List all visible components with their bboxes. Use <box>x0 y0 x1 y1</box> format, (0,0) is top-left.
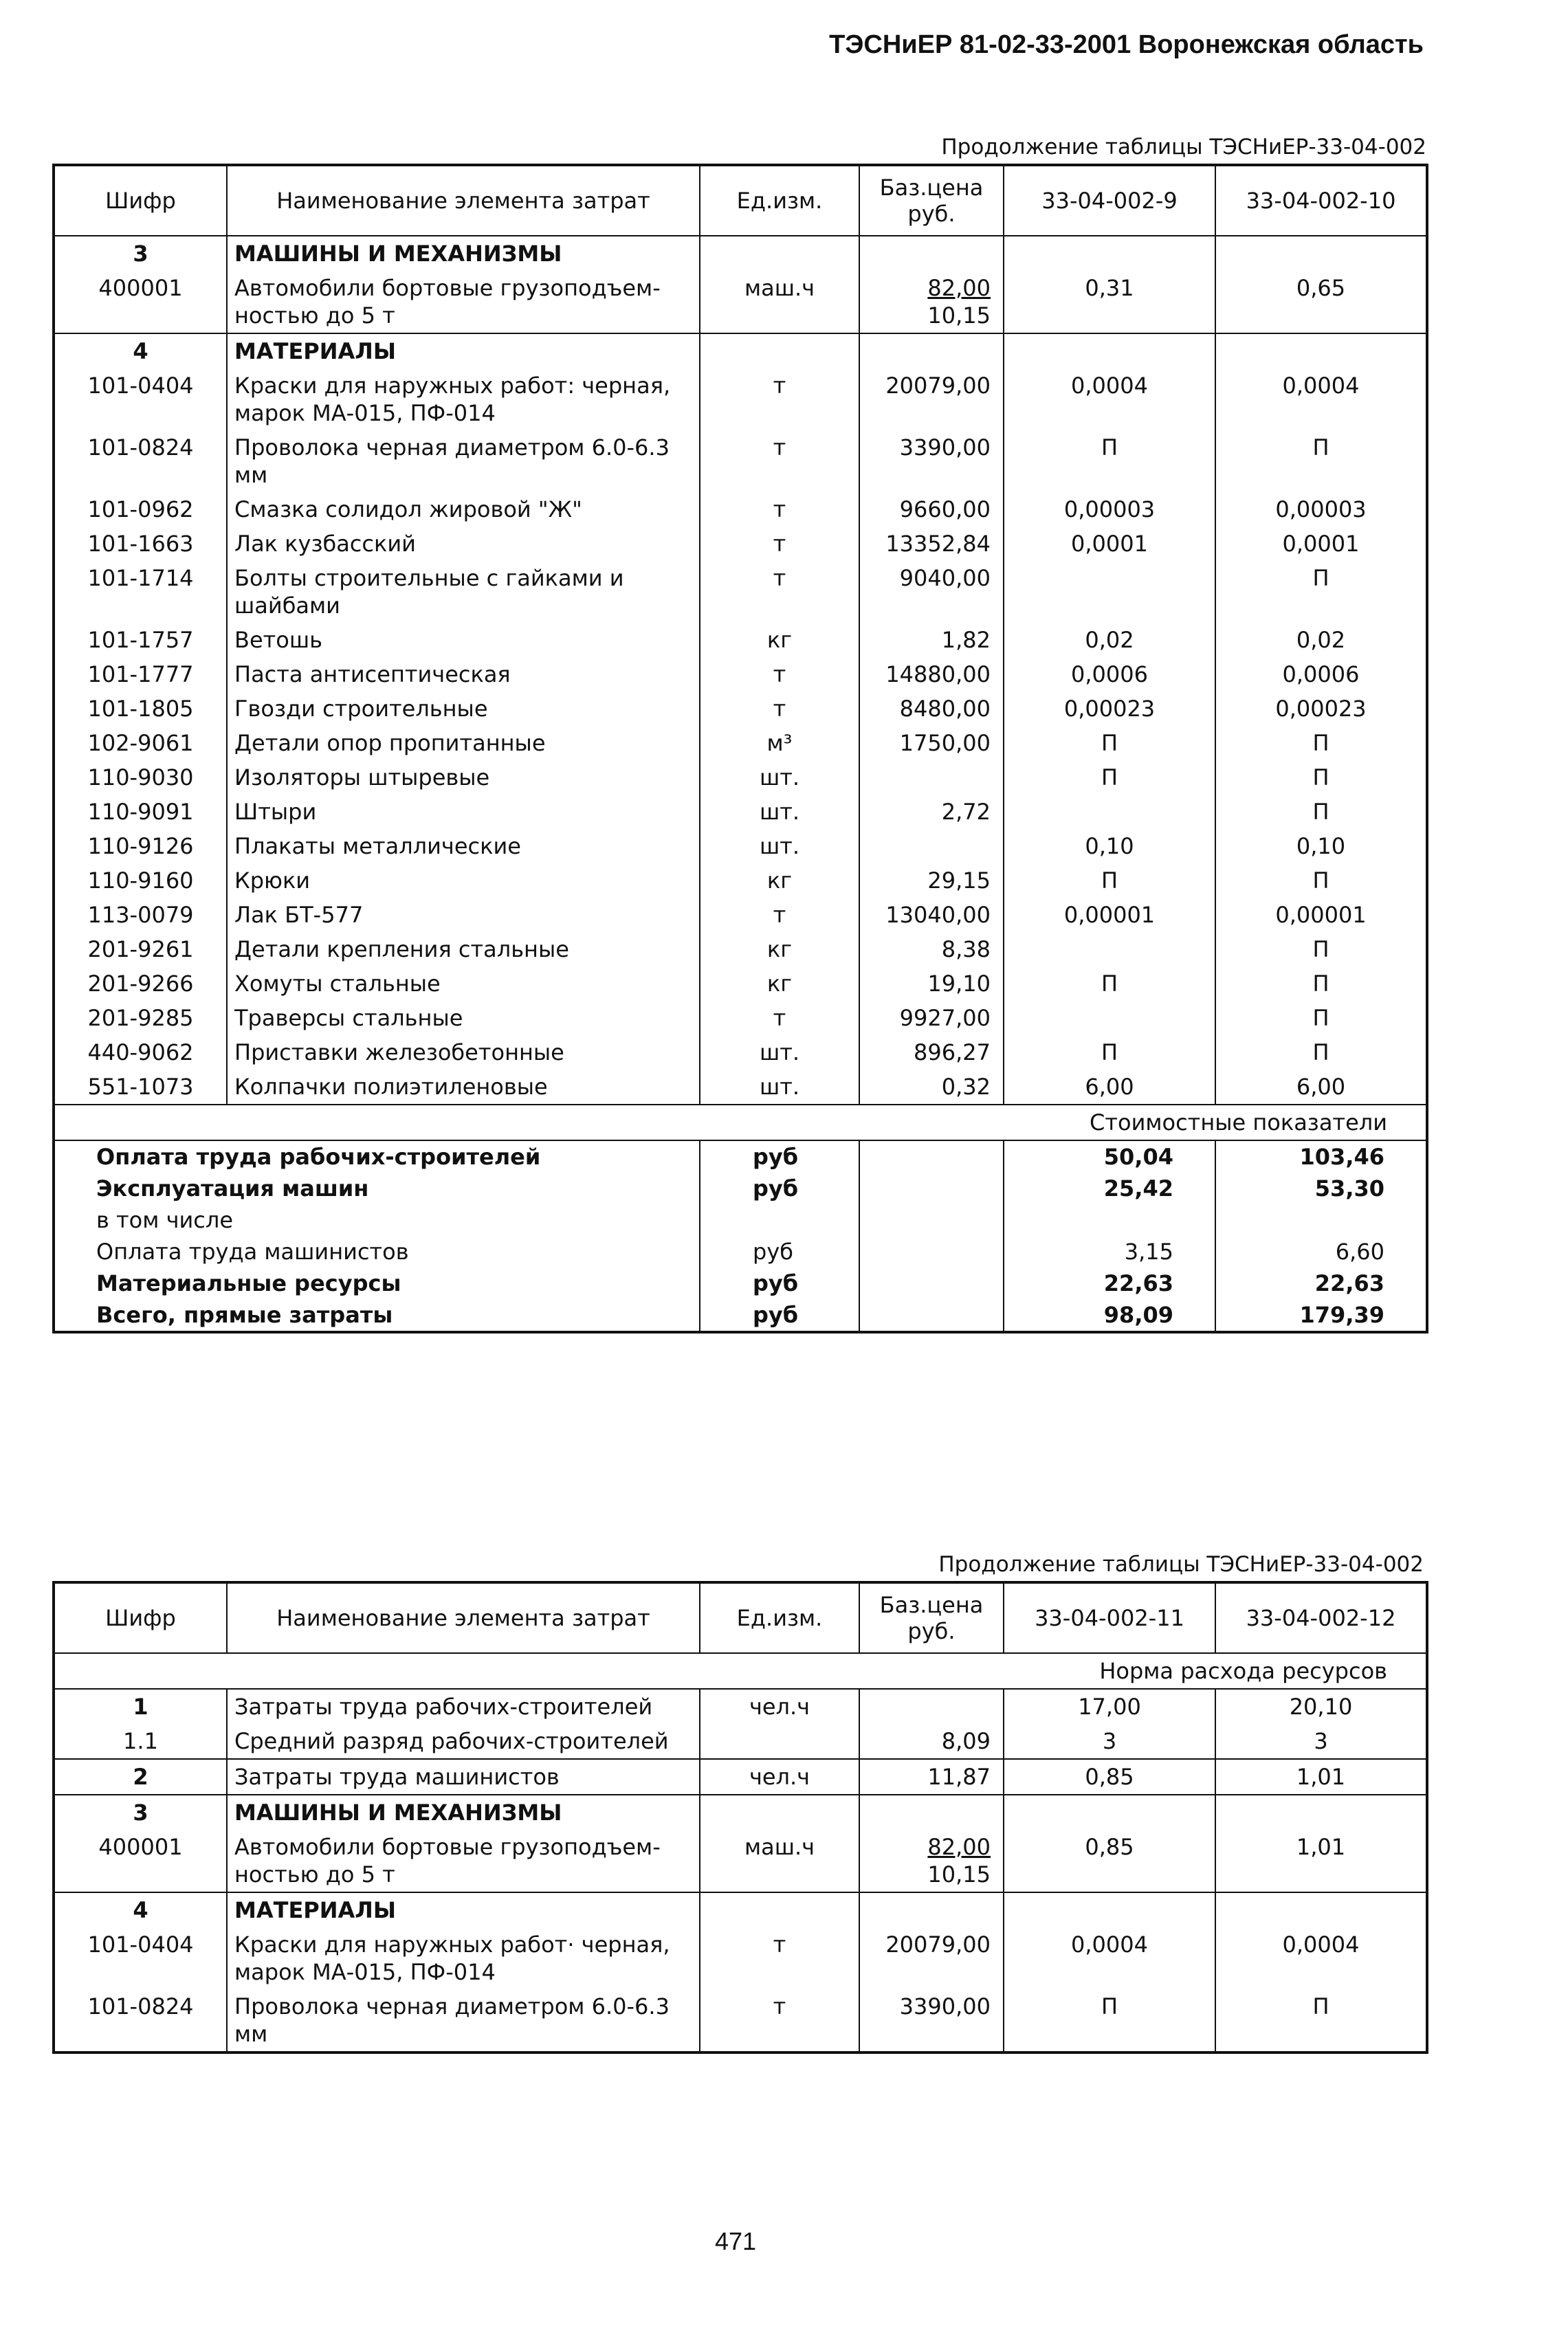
row-name: Штыри <box>227 795 700 829</box>
row-name: Лак кузбасский <box>227 527 700 561</box>
row-value-2: 0,65 <box>1215 271 1427 333</box>
row-unit: шт. <box>700 1035 859 1070</box>
header-code: Шифр <box>54 165 227 236</box>
row-value-2: П <box>1215 966 1427 1001</box>
row-price: 82,00 10,15 <box>859 271 1004 333</box>
row-code: 101-0824 <box>54 1989 227 2052</box>
total-label: в том числе <box>54 1204 700 1236</box>
table-row: 2 Затраты труда машинистов чел.ч 11,87 0,85 1,01 <box>54 1759 1427 1795</box>
row-code: 201-9285 <box>54 1001 227 1035</box>
row-code: 440-9062 <box>54 1035 227 1070</box>
row-value-1 <box>1004 795 1215 829</box>
row-name: Автомобили бортовые грузоподъем- ностью до 5 т <box>227 271 700 333</box>
row-value-2: П <box>1215 561 1427 623</box>
row-code: 113-0079 <box>54 898 227 932</box>
row-unit: т <box>700 1927 859 1989</box>
row-unit: т <box>700 527 859 561</box>
total-value-1: 50,04 <box>1004 1140 1215 1173</box>
total-value-1: 3,15 <box>1004 1236 1215 1268</box>
row-code: 101-0404 <box>54 368 227 430</box>
row-name: Краски для наружных работ· черная, марок МА-015, ПФ-014 <box>227 1927 700 1989</box>
page-number: 471 <box>715 2227 757 2255</box>
row-name: Колпачки полиэтиленовые <box>227 1070 700 1105</box>
total-label: Оплата труда рабочих-строителей <box>54 1140 700 1173</box>
row-value-2: П <box>1215 760 1427 795</box>
document-header: ТЭСНиЕР 81-02-33-2001 Воронежская область <box>829 30 1424 59</box>
row-name: Приставки железобетонные <box>227 1035 700 1070</box>
table-row <box>54 492 1427 527</box>
row-name: Плакаты металлические <box>227 829 700 863</box>
row-code: 400001 <box>54 271 227 333</box>
table1-continuation-label: Продолжение таблицы ТЭСНиЕР-33-04-002 <box>941 135 1426 159</box>
header-norm-9: 33-04-002-9 <box>1004 165 1215 236</box>
row-unit: м³ <box>700 726 859 760</box>
row-name: Ветошь <box>227 623 700 657</box>
header-price-line1: Баз.цена <box>879 174 984 201</box>
row-code: 551-1073 <box>54 1070 227 1105</box>
total-unit: руб <box>700 1236 859 1268</box>
section-code: 4 <box>54 333 227 368</box>
total-value-1: 98,09 <box>1004 1299 1215 1332</box>
row-unit: шт. <box>700 795 859 829</box>
row-unit: т <box>700 1989 859 2052</box>
table-row <box>54 691 1427 726</box>
resource-norm-label: Норма расхода ресурсов <box>54 1653 1427 1689</box>
total-unit: руб <box>700 1140 859 1173</box>
table-row <box>54 1927 1427 1989</box>
total-row <box>54 1299 1427 1332</box>
header-norm-10: 33-04-002-10 <box>1215 165 1427 236</box>
row-code: 201-9261 <box>54 932 227 966</box>
table2-header-row <box>54 1582 1427 1653</box>
row-code: 102-9061 <box>54 726 227 760</box>
section-row <box>54 333 1427 368</box>
row-value-1: 6,00 <box>1004 1070 1215 1105</box>
row-value-1: 0,00003 <box>1004 492 1215 527</box>
row-unit: т <box>700 368 859 430</box>
row-value-2: П <box>1215 1035 1427 1070</box>
row-value-1 <box>1004 932 1215 966</box>
row-name: Смазка солидол жировой "Ж" <box>227 492 700 527</box>
row-price: 8480,00 <box>859 691 1004 726</box>
row-unit: шт. <box>700 829 859 863</box>
section-row <box>54 236 1427 271</box>
row-value-1: 0,31 <box>1004 271 1215 333</box>
table-row <box>54 368 1427 430</box>
table-row <box>54 1001 1427 1035</box>
total-row <box>54 1173 1427 1204</box>
row-value-1 <box>1004 561 1215 623</box>
row-name: Лак БТ-577 <box>227 898 700 932</box>
table-row <box>54 898 1427 932</box>
total-value-1: 25,42 <box>1004 1173 1215 1204</box>
row-price: 896,27 <box>859 1035 1004 1070</box>
row-value-1: П <box>1004 863 1215 898</box>
header-name: Наименование элемента затрат <box>227 165 700 236</box>
header-code: Шифр <box>54 1582 227 1653</box>
row-code: 101-1714 <box>54 561 227 623</box>
row-price: 3390,00 <box>859 430 1004 492</box>
row-name: Траверсы стальные <box>227 1001 700 1035</box>
table-row <box>54 527 1427 561</box>
row-unit: т <box>700 657 859 691</box>
row-price: 13040,00 <box>859 898 1004 932</box>
table-row <box>54 760 1427 795</box>
table-row <box>54 863 1427 898</box>
row-value-1: 0,0004 <box>1004 1927 1215 1989</box>
row-value-2: 6,00 <box>1215 1070 1427 1105</box>
table-row <box>54 657 1427 691</box>
row-price: 1,82 <box>859 623 1004 657</box>
row-value-2: 0,02 <box>1215 623 1427 657</box>
table-row: 1.1 Средний разряд рабочих-строителей 8,09 3 3 <box>54 1724 1427 1759</box>
row-price <box>859 829 1004 863</box>
total-row <box>54 1204 1427 1236</box>
total-value-1: 22,63 <box>1004 1268 1215 1299</box>
row-name: Крюки <box>227 863 700 898</box>
row-value-1: П <box>1004 1035 1215 1070</box>
row-unit: т <box>700 561 859 623</box>
row-unit: кг <box>700 966 859 1001</box>
row-unit: т <box>700 492 859 527</box>
row-price: 13352,84 <box>859 527 1004 561</box>
table-row <box>54 271 1427 333</box>
row-value-1: 0,0001 <box>1004 527 1215 561</box>
section-row: 4 МАТЕРИАЛЫ <box>54 1892 1427 1927</box>
table-row <box>54 932 1427 966</box>
row-code: 101-1777 <box>54 657 227 691</box>
section-name: МАТЕРИАЛЫ <box>227 333 700 368</box>
table-row: 1 Затраты труда рабочих-строителей чел.ч 17,00 20,10 <box>54 1689 1427 1724</box>
row-unit: шт. <box>700 1070 859 1105</box>
row-price: 3390,00 <box>859 1989 1004 2052</box>
row-unit: шт. <box>700 760 859 795</box>
header-norm-12: 33-04-002-12 <box>1215 1582 1427 1653</box>
row-price: 9660,00 <box>859 492 1004 527</box>
table-row <box>54 561 1427 623</box>
row-code: 110-9030 <box>54 760 227 795</box>
row-price: 20079,00 <box>859 1927 1004 1989</box>
row-value-2: П <box>1215 430 1427 492</box>
row-name: Краски для наружных работ: черная, марок МА-015, ПФ-014 <box>227 368 700 430</box>
total-value-2: 179,39 <box>1215 1299 1427 1332</box>
header-unit: Ед.изм. <box>700 165 859 236</box>
row-code: 101-1805 <box>54 691 227 726</box>
section-code: 3 <box>54 236 227 271</box>
row-unit: кг <box>700 863 859 898</box>
row-value-2: 0,00001 <box>1215 898 1427 932</box>
row-value-2: 0,0004 <box>1215 1927 1427 1989</box>
row-code: 201-9266 <box>54 966 227 1001</box>
table-row <box>54 430 1427 492</box>
row-code: 101-0962 <box>54 492 227 527</box>
table-row <box>54 966 1427 1001</box>
row-value-1 <box>1004 1001 1215 1035</box>
row-price: 2,72 <box>859 795 1004 829</box>
row-code: 101-1757 <box>54 623 227 657</box>
resource-table-2 <box>52 1581 1428 2054</box>
table-row <box>54 795 1427 829</box>
header-price <box>859 165 1004 236</box>
row-value-1: 0,02 <box>1004 623 1215 657</box>
table1-header-row <box>54 165 1427 236</box>
total-value-2: 22,63 <box>1215 1268 1427 1299</box>
row-name: Болты строительные с гайками и шайбами <box>227 561 700 623</box>
total-value-2: 53,30 <box>1215 1173 1427 1204</box>
row-value-1: П <box>1004 966 1215 1001</box>
row-unit: т <box>700 1001 859 1035</box>
total-unit: руб <box>700 1268 859 1299</box>
row-price: 14880,00 <box>859 657 1004 691</box>
table-row <box>54 1989 1427 2052</box>
row-value-1: П <box>1004 726 1215 760</box>
header-price-line2: руб. <box>907 201 956 227</box>
total-value-2: 103,46 <box>1215 1140 1427 1173</box>
table-row <box>54 726 1427 760</box>
total-row <box>54 1268 1427 1299</box>
total-label: Всего, прямые затраты <box>54 1299 700 1332</box>
row-price: 0,32 <box>859 1070 1004 1105</box>
total-label: Оплата труда машинистов <box>54 1236 700 1268</box>
total-row <box>54 1140 1427 1173</box>
table-row <box>54 623 1427 657</box>
section-row: 3 МАШИНЫ И МЕХАНИЗМЫ <box>54 1795 1427 1830</box>
row-value-1: 0,0006 <box>1004 657 1215 691</box>
row-unit: т <box>700 430 859 492</box>
row-price: 9040,00 <box>859 561 1004 623</box>
row-value-2: П <box>1215 795 1427 829</box>
header-unit: Ед.изм. <box>700 1582 859 1653</box>
row-value-1: П <box>1004 430 1215 492</box>
row-unit: т <box>700 691 859 726</box>
total-label: Материальные ресурсы <box>54 1268 700 1299</box>
row-price: 20079,00 <box>859 368 1004 430</box>
row-price: 8,38 <box>859 932 1004 966</box>
row-value-2: 0,10 <box>1215 829 1427 863</box>
row-value-2: 0,0001 <box>1215 527 1427 561</box>
row-name: Проволока черная диаметром 6.0-6.3 мм <box>227 430 700 492</box>
section-name: МАШИНЫ И МЕХАНИЗМЫ <box>227 236 700 271</box>
table-row <box>54 829 1427 863</box>
band-row <box>54 1105 1427 1140</box>
row-value-1: 0,0004 <box>1004 368 1215 430</box>
row-value-2: 0,0004 <box>1215 368 1427 430</box>
row-value-1: П <box>1004 760 1215 795</box>
total-value-2 <box>1215 1204 1427 1236</box>
row-name: Детали крепления стальные <box>227 932 700 966</box>
table-row <box>54 1035 1427 1070</box>
row-price <box>859 760 1004 795</box>
row-name: Паста антисептическая <box>227 657 700 691</box>
row-value-2: П <box>1215 726 1427 760</box>
row-value-2: П <box>1215 932 1427 966</box>
band-row <box>54 1653 1427 1689</box>
row-unit: кг <box>700 623 859 657</box>
row-price: 29,15 <box>859 863 1004 898</box>
header-price: Баз.цена руб. <box>859 1582 1004 1653</box>
row-value-2: П <box>1215 1001 1427 1035</box>
row-code: 110-9160 <box>54 863 227 898</box>
row-code: 101-1663 <box>54 527 227 561</box>
row-value-2: 0,00023 <box>1215 691 1427 726</box>
row-name: Проволока черная диаметром 6.0-6.3 мм <box>227 1989 700 2052</box>
row-price: 9927,00 <box>859 1001 1004 1035</box>
row-value-1: П <box>1004 1989 1215 2052</box>
row-code: 110-9126 <box>54 829 227 863</box>
row-code: 101-0824 <box>54 430 227 492</box>
header-norm-11: 33-04-002-11 <box>1004 1582 1215 1653</box>
resource-table-1 <box>52 164 1428 1334</box>
total-unit <box>700 1204 859 1236</box>
total-value-2: 6,60 <box>1215 1236 1427 1268</box>
row-value-2: П <box>1215 863 1427 898</box>
row-value-1: 0,00023 <box>1004 691 1215 726</box>
row-name: Хомуты стальные <box>227 966 700 1001</box>
row-unit: кг <box>700 932 859 966</box>
row-code: 110-9091 <box>54 795 227 829</box>
row-code: 101-0404 <box>54 1927 227 1989</box>
row-value-2: 0,00003 <box>1215 492 1427 527</box>
row-value-1: 0,00001 <box>1004 898 1215 932</box>
row-name: Детали опор пропитанные <box>227 726 700 760</box>
total-label: Эксплуатация машин <box>54 1173 700 1204</box>
row-value-2: 0,0006 <box>1215 657 1427 691</box>
total-value-1 <box>1004 1204 1215 1236</box>
table-row <box>54 1070 1427 1105</box>
row-name: Гвозди строительные <box>227 691 700 726</box>
row-unit: маш.ч <box>700 271 859 333</box>
table-row: 400001 Автомобили бортовые грузоподъем- ностью до 5 т маш.ч 82,00 10,15 0,85 1,01 <box>54 1830 1427 1892</box>
header-name: Наименование элемента затрат <box>227 1582 700 1653</box>
total-row <box>54 1236 1427 1268</box>
row-price: 1750,00 <box>859 726 1004 760</box>
row-price: 19,10 <box>859 966 1004 1001</box>
total-unit: руб <box>700 1299 859 1332</box>
row-name: Изоляторы штыревые <box>227 760 700 795</box>
table2-continuation-label: Продолжение таблицы ТЭСНиЕР-33-04-002 <box>938 1552 1424 1577</box>
cost-indicators-label: Стоимостные показатели <box>54 1105 1427 1140</box>
row-value-1: 0,10 <box>1004 829 1215 863</box>
total-unit: руб <box>700 1173 859 1204</box>
row-unit: т <box>700 898 859 932</box>
row-value-2: П <box>1215 1989 1427 2052</box>
